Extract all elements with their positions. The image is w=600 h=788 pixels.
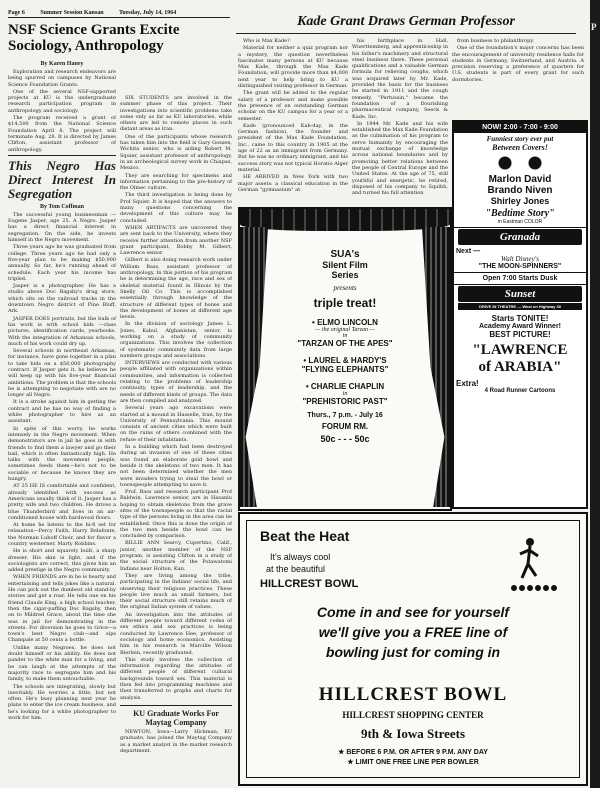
sua-series: Silent Film Series	[322, 260, 368, 280]
column-2	[120, 95, 232, 784]
promo-line-1: Come in and see for yourself	[316, 604, 510, 620]
tagline-1: Funniest story ever put	[486, 135, 554, 143]
kade-paragraph: Who is Max Kade?	[243, 38, 290, 44]
academy-award: Academy Award Winner!	[478, 323, 561, 330]
color-note: in Eastman COLOR	[497, 219, 543, 225]
nsf-paragraph: Exploration and research endeavors are being spurred on campuses by National Science Foundation Grants.	[8, 69, 116, 88]
nsf-paragraph: Gilbert is also doing research work under William Bass, assistant professor of anthropology. In this portion of his program he is determining the age, race and sex of skeletal material found in Illinois by the Skelly Oil Co. This is accomplished essentially through knowledge of the structure of different types of bones and the development of bones at different age levels.	[120, 257, 232, 321]
sua-feature-1-in: in	[342, 333, 348, 339]
issue-date: Tuesday, July 14, 1964	[118, 10, 177, 16]
nsf-paragraph: The third investigation is being done by Prof Squier. It is hoped that the answers to many questions concerning the development of this culture may be concluded.	[120, 192, 232, 224]
negro-paragraph: WHEN FRIENDS are in he is hearty and entertaining and tells jokes like a natural. He can pick out the dumbest old stand-by stories and get a roar. He tells one on his friend Claude King, a high school teacher, then the cigar-puffing Doc Bagsby, then on to Mildred Grace, about the time she was in jail for demonstrating in the streets. For diversion he goes to Grice—a town's best Negro club—and sips Champale at 50 cents a bottle.	[8, 574, 116, 644]
negro-paragraph: Jasper is a photographer. He has a studio above Doc Bagsby's drug store, which sits on the railroad tracks in the downtown Negro district of Pine Bluff, Ark.	[8, 283, 116, 315]
negro-paragraph: Unlike many Negroes, he does not doubt himself or his ability. He does not pander to the white man for a living, and he can laugh at the attempts of the majority race to segregate him and his family, to make them untouchable.	[8, 644, 116, 683]
street-address: 9th & Iowa Streets	[360, 726, 466, 741]
lawrence-title-2: of ARABIA"	[478, 359, 562, 375]
sua-feature-3: • CHARLIE CHAPLIN	[305, 382, 385, 391]
kade-paragraph: Kade (pronounced Kah-day, in the German fashion), the founder and president of the Max Kade Foundation, Inc., came to this country in 1905 at the age of 22 as an immigrant from Germany. But he was no ordinary immigrant, and his success story was not typical Horatio Alger material.	[238, 122, 348, 173]
kade-paragraph: One of the foundation's major concerns has been the encouragement of university residence halls for students in Germany, Switzerland, and Austria. A precision reserving a preference of quarters for U.S. students is part of every grant for such dormitories.	[452, 45, 584, 83]
negro-paragraph: The successful young businessman —Eugene Jasper, age 25. A Negro. Jasper has a direct financial interest in segregation. On the side, he invests himself in the Negro movement.	[8, 211, 116, 244]
curtain-valance-icon	[240, 209, 450, 231]
shopping-center: HILLCREST SHOPPING CENTER	[342, 710, 484, 720]
nsf-paragraph: In the division of sociology James L. Jones, Kabul, Afghanistan, senior, is working on a study of community organizations. This involves the collection of systematic community data from large numbers groups and associations.	[120, 321, 232, 359]
movie-title-bedtime: "Bedtime Story"	[485, 208, 555, 219]
sua-price: 50c - - - 50c	[320, 434, 370, 444]
hillcrest-name-large: HILLCREST BOWL	[318, 684, 508, 705]
sua-feature-1-note: — the original Tarzan —	[315, 327, 375, 333]
starts-tonight: Starts TONITE!	[491, 314, 549, 323]
negro-headline: This Negro Has Direct Interest In Segregation	[8, 155, 116, 201]
at-the-beautiful: at the beautiful	[266, 564, 326, 574]
sua-location: FORUM RM.	[321, 422, 369, 431]
nsf-headline: NSF Science Grants Excite Sociology, Anthropology	[8, 22, 180, 54]
negro-byline: By Tom Coffman	[39, 203, 84, 210]
offer-rule-2: ★ LIMIT ONE FREE LINE PER BOWLER	[347, 759, 479, 766]
negro-paragraph: It is a stroke against him in getting the contract and he has no way of finding a white photographer to hire as an assistant.	[8, 399, 116, 425]
kade-paragraph: In 1944 Mr. Kade and his wife established the Max Kade Foundation as the culmination of his program to serve humanity by encouraging the mutual exchange of knowledge across national boundaries and by promoting better relations between the people of Central Europe and the United States. At the age of 75, still youthful and energetic, he retired, disposed of his company to Squibb, and turned his full attention	[352, 120, 448, 197]
negro-paragraph: At home he listens to the hi-fi set for relaxation—Percy Faith, Harry Belafonte, the Norman Luboff Choir, and for flavor a country westerner, Marty Robbins.	[8, 522, 116, 547]
nsf-paragraph: This study involves the collection of information regarding the attitudes of different people of different cultural backgrounds toward sex. This material is then fed into programming machines and then transferred to graphs and charts for analysis.	[120, 656, 232, 701]
nsf-paragraph: Prof. Bass and research participant Prof Baldwin, Lawrence senior, are in Hasanlu hoping to obtain skeletons from the grave sites of the townspeople so that the racial type of the persons living in the area can be established. Once this is done the origin of the two men beside the bowl can be concluded by comparison.	[120, 489, 232, 540]
sua-film-ad	[238, 207, 452, 511]
beat-the-heat: Beat the Heat	[260, 528, 350, 544]
nsf-paragraph: The program received a grant of $14,500 from the National Science Foundation April 8. The project will terminate Aug. 28. It is directed by James Clifton, assistant professor of anthropology.	[8, 115, 116, 153]
stars-line-2: Brando Niven	[487, 185, 553, 196]
kade-paragraph: HE ARRIVED in New York with two major assets: a classical education in the German "gymnasium" at	[238, 174, 348, 193]
lawrence-block	[454, 310, 586, 398]
stars-line-3: Shirley Jones	[490, 196, 550, 206]
kade-column-1	[238, 38, 348, 203]
nsf-paragraph: They are searching for specimens and information pertaining to the pre-history of the Olmec culture.	[120, 172, 232, 192]
negro-paragraph: In spite of this worry, he works intensely in the Negro movement. When demonstrators are in jail he goes in with friends to find them a lawyer and go their bail, which is often fantastically high. He talks with the movement people, sometimes feeds them—he's not to be sociable or because he knows they are hungry.	[8, 425, 116, 483]
kade-headline: Kade Grant Draws German Professor	[236, 14, 576, 34]
kade-paragraph: from business to philanthropy.	[457, 38, 535, 44]
nsf-paragraph: They are living among the tribe, participating in the Indians' social life, and observing their religious practices. These people live much as small farmers, but their social structure still retains much of the original Indian system of values.	[120, 572, 232, 611]
nsf-byline: By Karen Haney	[40, 61, 84, 67]
nsf-paragraph: INTERVIEWS are conducted with various people affiliated with organizations within communities, and information is collected relating to the problems of leadership continuity, types of leadership, and the needs of different kinds of groups. The data are then compiled and analyzed.	[120, 360, 232, 404]
folio-line	[8, 10, 230, 18]
negro-paragraph: JASPER DOES portraits, but the bulk of his work is with school kids —class pictures, identification cards, yearbooks. With the integration of Arkansas schools, much of his work could dry up.	[8, 315, 116, 347]
sua-feature-1-title: "TARZAN OF THE APES"	[297, 339, 393, 348]
next-label: Next —	[456, 248, 481, 255]
star-caricature-icon	[490, 154, 550, 172]
page-number: Page 6	[8, 10, 25, 16]
nsf-paragraph: SIX STUDENTS are involved in the summer phase of this project. Their investigations into scientific problems take some only as far as KU laboratories, while others are led to remote places in such distant areas as Iran.	[120, 95, 232, 133]
nsf-paragraph: An investigation into the attitudes of different people toward different codes of sex ethics and sex practices is being conducted by Lawrence Hee, professor of sociology and home economics. Assisting him in his research is Marcille Wilson Bierlein, recently graduated.	[120, 611, 232, 656]
column-1	[8, 58, 116, 784]
kade-paragraph: his birthplace in Hall, Wuerttemberg, and apprenticeship in his father's machinery and structural steel business there. These personal qualifications and a valuable German formula for relieving coughs, which was acquired later by Mr. Kade, provided the basis for the business he started in 1911 and the cough remedy, "Pertussin," became the foundation of a flourishing pharmaceutical company, Seeck & Kade, Inc.	[352, 38, 448, 120]
stars-line-1: Marlon David	[488, 174, 552, 185]
tagline-2: Between Covers!	[492, 143, 548, 152]
negro-paragraph: The schools are integrating, slowly but inevitably. He worries a little, but not often. He's busy planning next year he plans to enter the ice cream business, and he's looking for a white photographer to work for him.	[8, 683, 116, 722]
hillcrest-bowl-ad	[238, 512, 588, 786]
next-feature-block	[454, 246, 586, 273]
disney-label: Walt Disney's	[501, 255, 539, 263]
always-cool: It's always cool	[270, 552, 331, 562]
hillcrest-name-small: HILLCREST BOWL	[260, 578, 359, 590]
moon-spinners-title: "THE MOON-SPINNERS"	[478, 263, 562, 270]
offer-rule-1: ★ BEFORE 6 P.M. OR AFTER 9 P.M. ANY DAY	[338, 749, 488, 756]
bedtime-story-block	[454, 133, 586, 228]
maytag-paragraph: NEWTON, Iowa—Larry Hickman, KU graduate, has joined the Maytag Company as a market analyst in the market research department.	[120, 728, 232, 754]
cartoons-label: 4 Road Runner Cartoons	[484, 388, 556, 394]
lawrence-title-1: "LAWRENCE	[472, 342, 568, 358]
adjacent-page-edge: P	[590, 0, 600, 788]
kade-column-2	[352, 38, 448, 203]
sua-feature-3-title: "PREHISTORIC PAST"	[302, 397, 388, 406]
sua-feature-2: • LAUREL & HARDY'S	[303, 356, 387, 365]
theatre-ad	[452, 120, 588, 509]
nsf-paragraph: WHEN ARTIFACTS are uncovered they are sent back to the University, where they receive further attention from another NSF grant participant, Bobby M. Gilbert, Lawrence senior.	[120, 224, 232, 257]
paper-name: Summer Session Kansan	[40, 10, 104, 16]
sunset-logo: Sunset	[458, 286, 582, 302]
kade-paragraph: The grant will be added to the regular salary of a professor and make possible the presence of an outstanding German scholar on the KU campus for a year or a semester.	[238, 90, 348, 122]
kade-column-3	[452, 38, 584, 116]
maytag-headline: KU Graduate Works For Maytag Company	[120, 705, 232, 727]
negro-paragraph: He is short and squarely built, a sharp dresser. His skin is light, and if the sociologists are correct, this gives him an added prestige in the Negro community.	[8, 548, 116, 574]
curtain-left-icon	[240, 227, 268, 507]
nsf-paragraph: Several years ago excavations were started at a mound in Hasselle, Iran, by the University of Pennsylvania. This mound consists of ancient cities which were built on the ruins of others combined with the refuse of their inhabitants.	[120, 405, 232, 443]
showtimes-banner: NOW! 2:00 - 7:00 - 9:00	[454, 122, 586, 133]
nsf-paragraph: BILLIE ANN Searcy, Cupertino, Calif., junior, another member of the NSF program, is assisting Clifton in a study of the social structure of the Potawatomi Indians near Holton, Kan.	[120, 540, 232, 572]
negro-paragraph: Three years ago he was graduated from college. Three years ago he had only a five-year plan to be making $50,000 annually. So far, he's running ahead of schedule. Each year his income has tripled.	[8, 244, 116, 282]
kade-paragraph: Material for neither a quiz program nor a mystery, the question nevertheless fascinates many persons at KU because Max Kade, through the Max Kade Foundation, will provide more than $4,000 next year to help bring to KU a distinguished visiting professor in German.	[238, 45, 348, 90]
negro-paragraph: AT 25 HE IS comfortable and confident, already identified with success as Americans usually think of it. Jasper has a pretty wife and two children. He drives a blue Thunderbird and lives in an air-conditioned house with hardwood floors.	[8, 483, 116, 521]
sua-feature-1: • ELMO LINCOLN	[312, 318, 378, 327]
nsf-paragraph: One of the participants whose research has taken him into the field is Gary Gossen, Wichita senior, who is aiding Robert M. Squier, assistant professor of anthropology, in an archeological survey work in Chiapas, Mexico.	[120, 133, 232, 172]
granada-logo: Granada	[458, 229, 582, 245]
sua-feature-3-in: in	[342, 391, 348, 397]
extra-label: Extra!	[456, 379, 479, 388]
sunset-subtitle: DRIVE IN THEATRE — West on Highway 40	[458, 303, 582, 310]
promo-line-2: we'll give you a FREE line of	[318, 624, 508, 640]
bowler-and-pins-icon	[508, 534, 568, 594]
nsf-paragraph: In a building which had been destroyed during an invasion of one of these cities was found an elaborate gold bowl and beside it the skeletons of two men. It has not been determined whether the men were invaders trying to steal the bowl or townspeople attempting to save it.	[120, 444, 232, 488]
sua-org: SUA's	[330, 249, 360, 260]
negro-paragraph: Several schools in northeast Arkansas, for instance, have gone together in a plan to take bids on a $50,000 photography contract. If Jasper gets it, he believes he will keep up with his five-year financial ambitions. The problem is that the schools he is attempting to negotiate with are no longer all Negro.	[8, 348, 116, 399]
sua-feature-2-title: "FLYING ELEPHANTS"	[301, 365, 389, 374]
promo-line-3: bowling just for coming in	[325, 644, 501, 660]
sua-triple: triple treat!	[313, 296, 377, 310]
curtain-right-icon	[422, 227, 450, 507]
best-picture: BEST PICTURE!	[489, 330, 551, 339]
sua-showtime: Thurs., 7 p.m. - July 16	[307, 412, 383, 419]
sua-presents: presents	[333, 284, 357, 292]
nsf-paragraph: One of the several NSF-supported projects at KU is the undergraduate research participation program in anthropology and sociology.	[8, 88, 116, 114]
open-time: Open 7:00 Starts Dusk	[454, 273, 586, 285]
